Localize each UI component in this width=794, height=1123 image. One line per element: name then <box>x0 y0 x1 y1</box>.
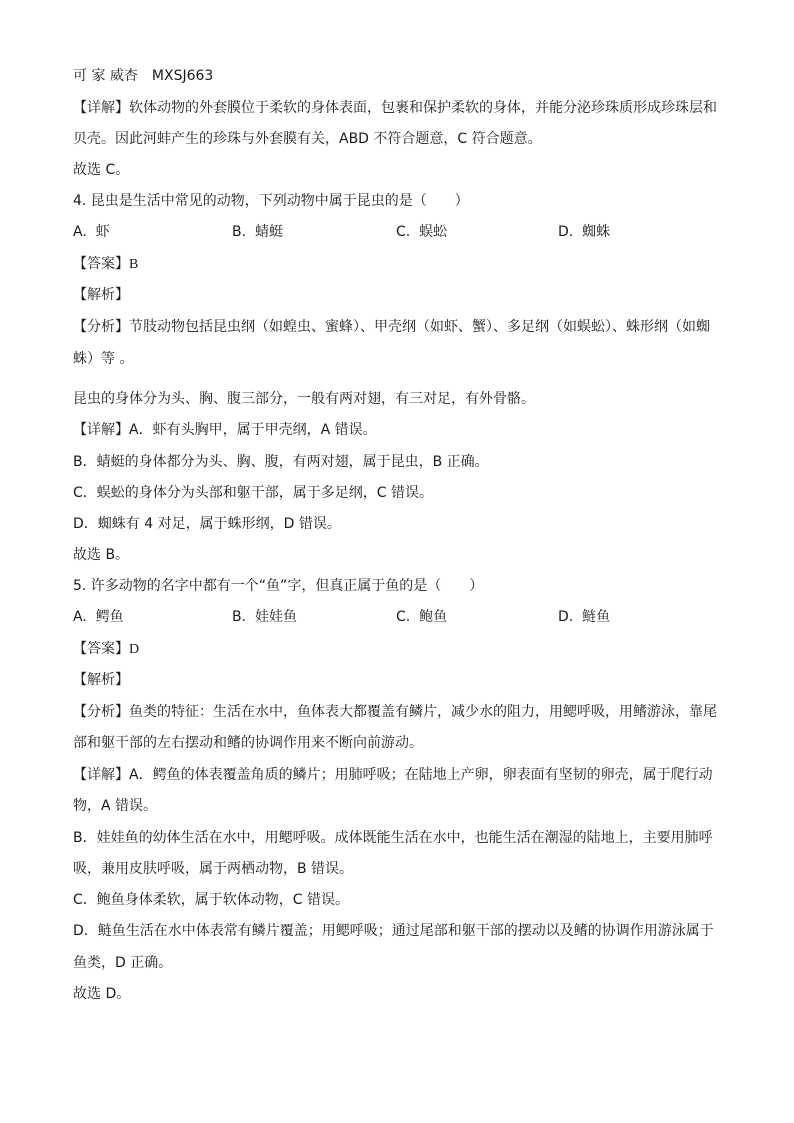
q5-analysis-tag: 【解析】 <box>73 672 129 688</box>
q4-detail-a: 【详解】A．虾有头胸甲，属于甲壳纲，A 错误。 <box>73 422 377 438</box>
q4-answer <box>73 255 138 274</box>
q5-detail-b-line-1: B．娃娃鱼的幼体生活在水中，用鳃呼吸。成体既能生活在水中，也能生活在潮湿的陆地上，主要用肺呼 <box>73 830 713 846</box>
option-text: 娃娃鱼 <box>254 609 297 625</box>
option-text: 鳄鱼 <box>95 609 124 625</box>
q5-detail-d-line-1: D．鲢鱼生活在水中体表常有鳞片覆盖；用鳃呼吸；通过尾部和躯干部的摆动以及鳍的协调作用游泳属于 <box>73 923 714 939</box>
answer-tag: 【答案】 <box>73 641 129 657</box>
option-letter: B. <box>232 224 247 240</box>
q5-analysis-line-2: 部和躯干部的左右摆动和鳍的协调作用来不断向前游动。 <box>73 735 423 751</box>
q5-answer <box>73 640 139 659</box>
q4-detail-d: D．蜘蛛有 4 对足，属于蛛形纲，D 错误。 <box>73 516 341 532</box>
option-text: 蜻蜓 <box>254 224 283 240</box>
option-letter: B. <box>232 609 247 625</box>
q4-option-a <box>73 223 110 241</box>
page-header-text: 可 家 威杏 MXSJ663 <box>73 68 214 84</box>
q5-detail-a-line-2: 物，A 错误。 <box>73 798 158 814</box>
q5-option-a <box>73 608 124 626</box>
q4-detail-c: C．蜈蚣的身体分为头部和躯干部，属于多足纲，C 错误。 <box>73 485 433 501</box>
q3-detail-line-2: 贝壳。因此河蚌产生的珍珠与外套膜有关，ABD 不符合题意，C 符合题意。 <box>73 131 542 147</box>
q3-detail-line-1: 【详解】软体动物的外套膜位于柔软的身体表面，包裹和保护柔软的身体，并能分泌珍珠质形成珍珠层和 <box>73 100 717 116</box>
q3-choice: 故选 C。 <box>73 162 130 178</box>
q5-option-d <box>558 608 610 626</box>
q5-analysis-line-1: 【分析】鱼类的特征：生活在水中，鱼体表大都覆盖有鳞片，减少水的阻力，用鳃呼吸，用鳍游泳，靠尾 <box>73 704 717 720</box>
option-text: 鲢鱼 <box>582 609 611 625</box>
q5-choice: 故选 D。 <box>73 986 131 1002</box>
q4-option-c <box>396 223 447 241</box>
option-text: 虾 <box>95 224 110 240</box>
q4-analysis-line-1: 【分析】节肢动物包括昆虫纲（如蝗虫、蜜蜂）、甲壳纲（如虾、蟹）、多足纲（如蜈蚣）、蛛形纲（如蜘 <box>73 319 710 335</box>
option-letter: D. <box>558 609 574 625</box>
q5-detail-d-line-2: 鱼类，D 正确。 <box>73 955 173 971</box>
option-text: 鲍鱼 <box>419 609 448 625</box>
answer-value: B <box>129 257 139 272</box>
option-letter: A. <box>73 224 87 240</box>
option-text: 蜈蚣 <box>419 224 448 240</box>
q5-stem: 5. 许多动物的名字中都有一个“鱼”字，但真正属于鱼的是（ ） <box>73 578 484 594</box>
q5-detail-c: C．鲍鱼身体柔软，属于软体动物，C 错误。 <box>73 892 349 908</box>
q4-option-b <box>232 223 283 241</box>
q5-detail-a-line-1: 【详解】A．鳄鱼的体表覆盖角质的鳞片；用肺呼吸；在陆地上产卵，卵表面有坚韧的卵壳，属于爬行动 <box>73 767 713 783</box>
answer-tag: 【答案】 <box>73 256 129 272</box>
q4-choice: 故选 B。 <box>73 547 130 563</box>
option-letter: D. <box>558 224 574 240</box>
q4-detail-b: B．蜻蜓的身体都分为头、胸、腹，有两对翅，属于昆虫，B 正确。 <box>73 454 489 470</box>
q5-option-c <box>396 608 447 626</box>
q4-analysis-line-2: 蛛）等 。 <box>73 351 134 367</box>
q4-analysis-line-3: 昆虫的身体分为头、胸、腹三部分，一般有两对翅，有三对足，有外骨骼。 <box>73 391 535 407</box>
option-letter: C. <box>396 609 411 625</box>
q5-detail-b-line-2: 吸，兼用皮肤呼吸，属于两栖动物，B 错误。 <box>73 861 354 877</box>
answer-value: D <box>129 642 140 657</box>
q5-option-b <box>232 608 297 626</box>
option-letter: C. <box>396 224 411 240</box>
option-text: 蜘蛛 <box>582 224 611 240</box>
q4-stem: 4. 昆虫是生活中常见的动物，下列动物中属于昆虫的是（ ） <box>73 193 469 209</box>
q4-option-d <box>558 223 610 241</box>
option-letter: A. <box>73 609 87 625</box>
q4-analysis-tag: 【解析】 <box>73 287 129 303</box>
